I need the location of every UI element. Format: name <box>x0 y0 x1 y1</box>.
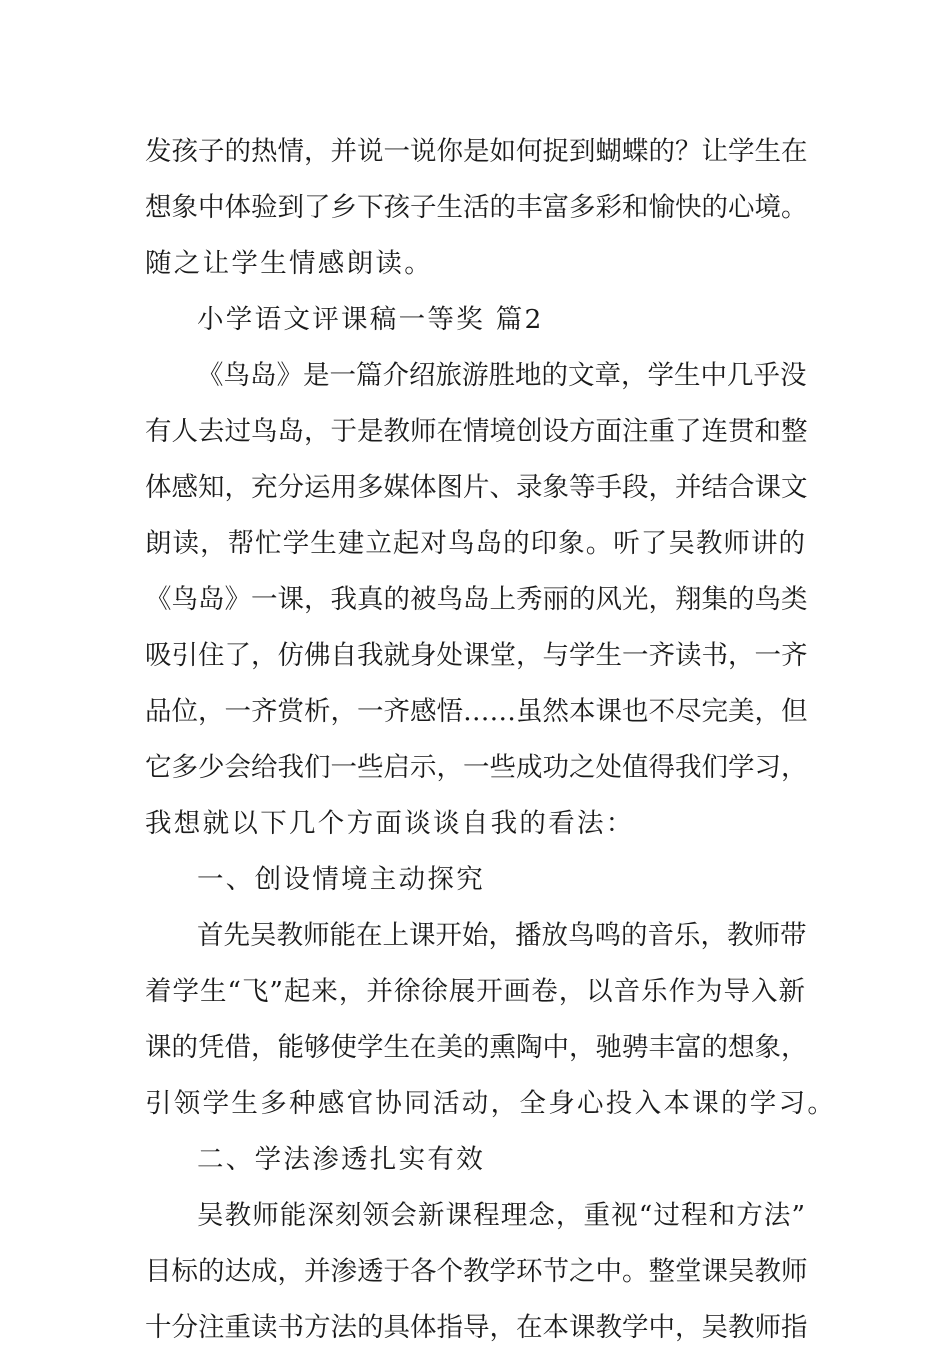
paragraph-line: 体感知，充分运用多媒体图片、录象等手段，并结合课文 <box>145 472 808 503</box>
paragraph-line: 着学生“飞”起来，并徐徐展开画卷，以音乐作为导入新 <box>145 976 805 1007</box>
paragraph-line: 朗读，帮忙学生建立起对鸟岛的印象。听了吴教师讲的 <box>145 528 805 559</box>
paragraph-line: 它多少会给我们一些启示，一些成功之处值得我们学习， <box>145 752 808 783</box>
paragraph-line: 吴教师能深刻领会新课程理念，重视“过程和方法” <box>197 1200 805 1231</box>
paragraph-line: 吸引住了，仿佛自我就身处课堂，与学生一齐读书，一齐 <box>145 640 808 671</box>
paragraph-line: 发孩子的热情，并说一说你是如何捉到蝴蝶的？让学生在 <box>145 136 808 167</box>
paragraph-line: 课的凭借，能够使学生在美的熏陶中，驰骋丰富的想象， <box>145 1032 808 1063</box>
paragraph-line: 想象中体验到了乡下孩子生活的丰富多彩和愉快的心境。 <box>145 192 808 223</box>
subheading-two: 二、学法渗透扎实有效 <box>197 1144 485 1175</box>
paragraph-line: 目标的达成，并渗透于各个教学环节之中。整堂课吴教师 <box>145 1256 808 1287</box>
paragraph-line: 十分注重读书方法的具体指导，在本课教学中，吴教师指 <box>145 1312 808 1343</box>
paragraph-line: 品位，一齐赏析，一齐感悟……虽然本课也不尽完美，但 <box>145 696 808 727</box>
paragraph-line: 《鸟岛》是一篇介绍旅游胜地的文章，学生中几乎没 <box>197 360 807 391</box>
paragraph-line: 《鸟岛》一课，我真的被鸟岛上秀丽的风光，翔集的鸟类 <box>145 584 808 615</box>
subheading-one: 一、创设情境主动探究 <box>197 864 485 895</box>
paragraph-line: 首先吴教师能在上课开始，播放鸟鸣的音乐，教师带 <box>197 920 807 951</box>
paragraph-line: 随之让学生情感朗读。 <box>145 248 433 279</box>
paragraph-line: 有人去过鸟岛，于是教师在情境创设方面注重了连贯和整 <box>145 416 808 447</box>
paragraph-line: 引领学生多种感官协同活动，全身心投入本课的学习。 <box>145 1088 837 1119</box>
paragraph-line: 我想就以下几个方面谈谈自我的看法： <box>145 808 635 839</box>
section-heading: 小学语文评课稿一等奖 篇2 <box>197 304 544 335</box>
